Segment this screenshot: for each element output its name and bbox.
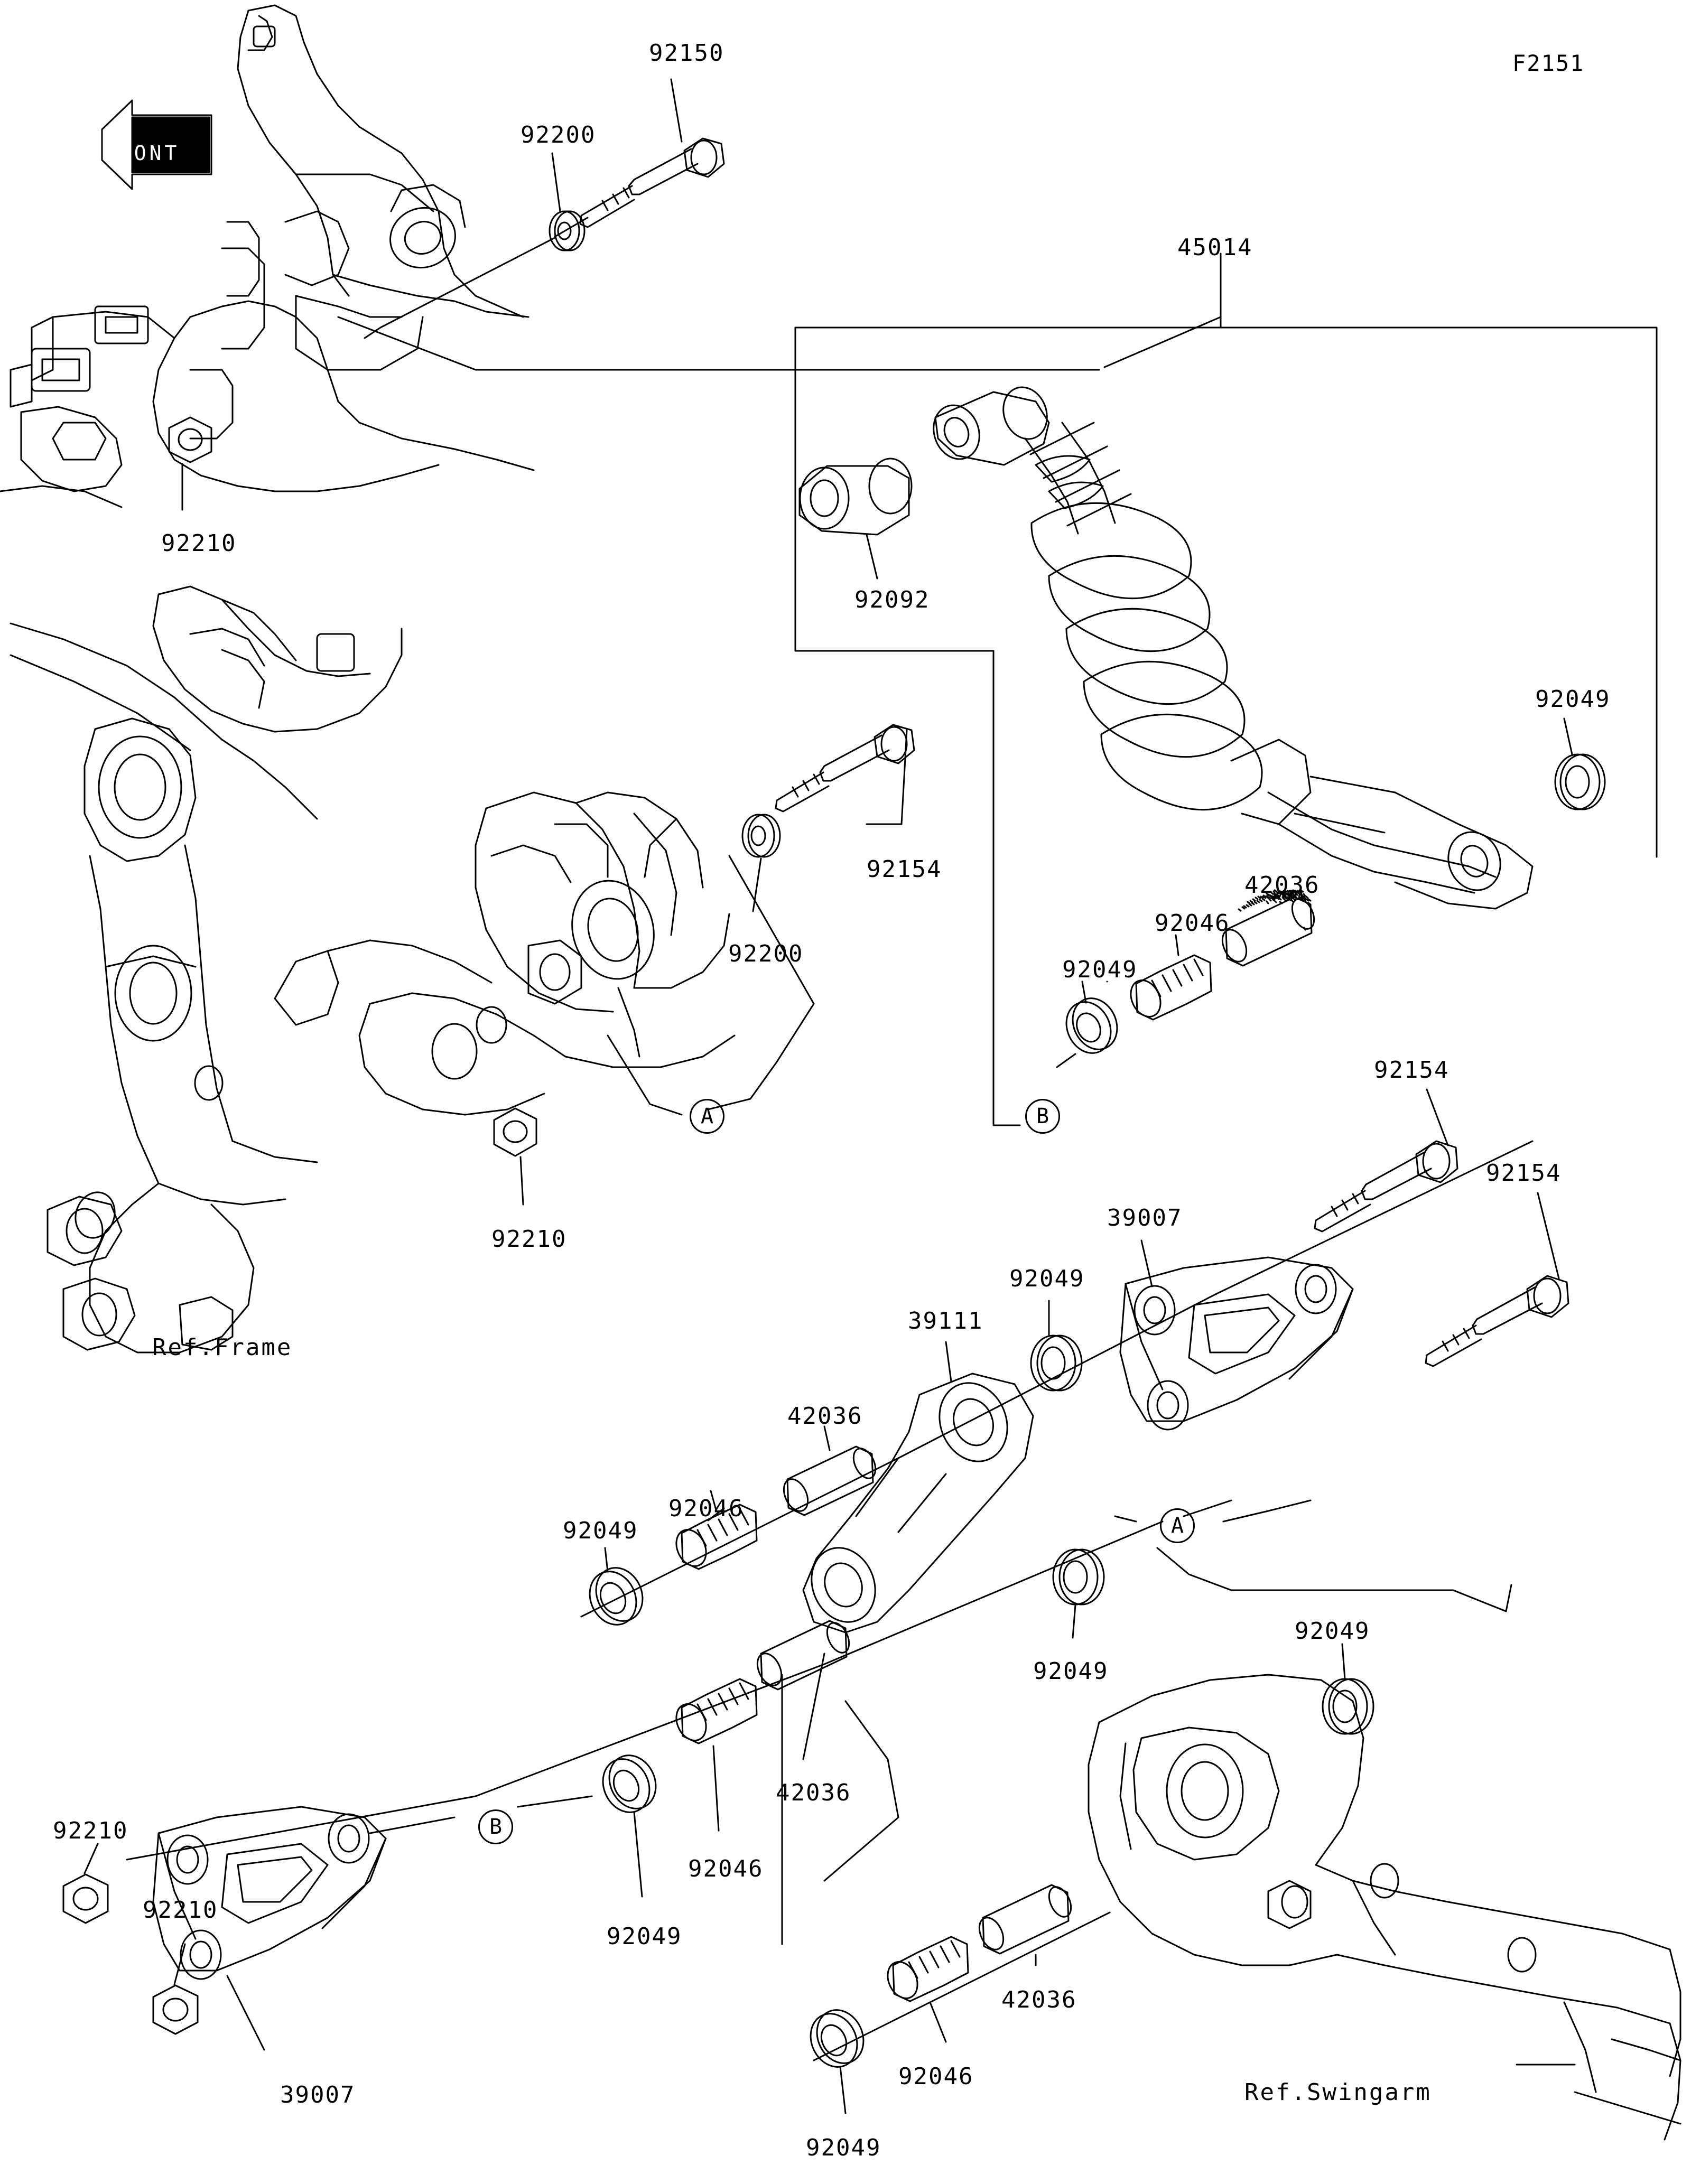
group-box-45014 bbox=[795, 254, 1657, 1125]
callout-92049-ll: 92049 bbox=[607, 1923, 682, 1950]
bolt-92150 bbox=[555, 138, 724, 237]
callout-42036-mid: 42036 bbox=[787, 1403, 863, 1430]
callout-92210-upper: 92210 bbox=[161, 530, 237, 557]
callout-92210-l2: 92210 bbox=[143, 1897, 218, 1924]
callout-92049-ml: 92049 bbox=[563, 1517, 638, 1544]
rocker-arm-39007-upper bbox=[1120, 1257, 1353, 1430]
callout-92049-sw: 92049 bbox=[1295, 1618, 1370, 1645]
callout-92046-b: 92046 bbox=[1155, 910, 1230, 937]
callout-92200-upper: 92200 bbox=[521, 122, 596, 148]
callout-92049-b: 92049 bbox=[1062, 956, 1138, 983]
callout-45014: 45014 bbox=[1177, 234, 1253, 261]
collar-42036-B bbox=[1218, 895, 1318, 966]
oil-seal-92049-bottom bbox=[802, 2002, 872, 2075]
upper-frame-bracket bbox=[0, 5, 534, 507]
rocker-arm-39007-lower bbox=[153, 1807, 386, 1979]
section-marker-b-upper: B bbox=[1025, 1099, 1060, 1134]
washer-92200-upper bbox=[550, 211, 584, 250]
callout-39007-lower: 39007 bbox=[280, 2082, 356, 2108]
bolt-92154-upper-right bbox=[1315, 1141, 1457, 1231]
callout-92046-bottom: 92046 bbox=[898, 2063, 974, 2090]
nut-92210-mid bbox=[494, 1108, 536, 1156]
ref-swingarm bbox=[1089, 1675, 1680, 2140]
collar-42036-bottom bbox=[974, 1883, 1075, 1954]
oil-seal-92049-lower-left bbox=[594, 1748, 664, 1820]
oil-seal-92049-rocker-upper bbox=[1031, 1336, 1082, 1390]
needle-bearing-92046-lower bbox=[671, 1679, 757, 1746]
section-marker-b-lower: B bbox=[478, 1809, 513, 1844]
bolt-92154-far-right bbox=[1426, 1276, 1568, 1366]
callout-92154-fr: 92154 bbox=[1486, 1160, 1562, 1187]
sheet-code: F2151 bbox=[1512, 50, 1585, 76]
section-marker-a-upper: A bbox=[690, 1099, 724, 1134]
needle-bearing-92046-B bbox=[1125, 955, 1211, 1022]
bushing-92092 bbox=[800, 459, 912, 535]
oil-seal-92049-swingarm bbox=[1323, 1679, 1373, 1734]
shock-absorber-45014 bbox=[926, 381, 1532, 909]
oil-seal-92049-right bbox=[1555, 754, 1605, 809]
front-direction-label: FRONT bbox=[104, 142, 180, 165]
callout-92154-ur: 92154 bbox=[1374, 1057, 1450, 1084]
callout-42036-b: 42036 bbox=[1244, 872, 1320, 899]
callout-92150: 92150 bbox=[649, 40, 724, 67]
callout-92210-l1: 92210 bbox=[53, 1817, 128, 1844]
nut-92210-lower-2 bbox=[153, 1985, 198, 2034]
callout-92092: 92092 bbox=[854, 586, 930, 613]
oil-seal-92049-B bbox=[1058, 991, 1126, 1060]
callout-39111: 39111 bbox=[908, 1308, 983, 1334]
bolt-92154-mid bbox=[776, 725, 914, 811]
shock-spring bbox=[1032, 503, 1262, 809]
callout-92049-tr: 92049 bbox=[1033, 1658, 1109, 1685]
callout-92210-mid: 92210 bbox=[491, 1226, 567, 1253]
section-marker-a-lower: A bbox=[1160, 1508, 1195, 1543]
nut-92210-upper bbox=[169, 417, 211, 462]
ref-frame-label: Ref.Frame bbox=[152, 1334, 293, 1361]
nut-92210-lower-1 bbox=[63, 1874, 108, 1923]
callout-92200-mid: 92200 bbox=[728, 940, 804, 967]
washer-92200-mid bbox=[742, 815, 780, 857]
callout-92049-a: 92049 bbox=[1535, 686, 1611, 713]
callout-92046-lower: 92046 bbox=[688, 1855, 764, 1882]
callout-42036-lower: 42036 bbox=[776, 1779, 851, 1806]
callout-42036-bottom: 42036 bbox=[1001, 1986, 1077, 2013]
callout-92154-mid: 92154 bbox=[867, 856, 942, 883]
ref-swingarm-label: Ref.Swingarm bbox=[1244, 2079, 1432, 2106]
oil-seal-92049-mid-left bbox=[581, 1560, 651, 1632]
lower-frame-assembly bbox=[11, 586, 735, 1352]
callout-92049-ru: 92049 bbox=[1009, 1265, 1085, 1292]
needle-bearing-92046-bottom bbox=[882, 1937, 968, 2003]
callout-92046-mid: 92046 bbox=[668, 1495, 744, 1522]
callout-39007-upper: 39007 bbox=[1107, 1205, 1183, 1231]
callout-92049-bottom: 92049 bbox=[806, 2134, 881, 2161]
